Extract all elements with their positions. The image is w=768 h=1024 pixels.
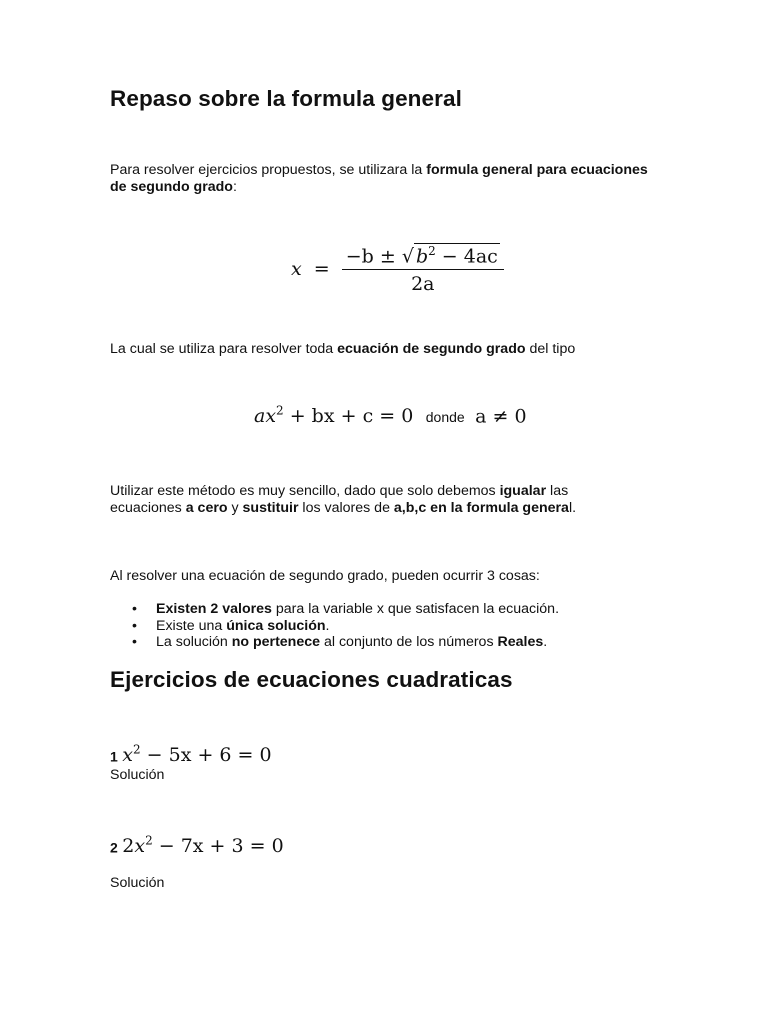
formula-fraction: [342, 243, 504, 295]
bullet-icon: •: [132, 634, 137, 650]
list-item: [110, 601, 670, 618]
equation-right: + bx + c = 0: [283, 405, 414, 428]
method-text-1: Utilizar este método es muy sencillo, dado que solo debemos: [110, 483, 500, 499]
method-text-4: los valores de: [298, 500, 394, 516]
exercise-1: [110, 743, 272, 766]
bullet-bold: Reales: [497, 634, 544, 650]
solution-link[interactable]: Solución: [110, 767, 165, 783]
bullet-text: .: [543, 634, 548, 650]
formula-sqrt: [402, 243, 500, 267]
equation-exponent: 2: [276, 404, 284, 418]
method-text-5: l.: [568, 500, 577, 516]
list-item: [110, 634, 670, 651]
sqrt-icon: √: [401, 245, 414, 268]
bullet-bold: única solución: [226, 617, 326, 634]
exercise-terms: − 7x + 3 = 0: [152, 835, 284, 858]
method-paragraph: [110, 483, 630, 517]
type-paragraph: [110, 341, 575, 358]
cases-list: [110, 601, 670, 651]
radicand-exponent: 2: [428, 244, 436, 258]
list-item: [110, 618, 670, 635]
method-text-3: y: [227, 500, 243, 516]
bullet-text: La solución: [156, 634, 232, 650]
exercise-variable: x: [134, 835, 146, 858]
type-tail: del tipo: [525, 341, 576, 357]
method-text-2: las ecuaciones: [110, 483, 569, 516]
exercise-number: 1: [110, 748, 118, 765]
bullet-icon: •: [132, 617, 137, 634]
formula-minus-b: −b ±: [345, 245, 396, 268]
quadratic-formula: [291, 243, 504, 295]
intro-colon: :: [232, 179, 237, 195]
formula-denominator: 2a: [411, 273, 435, 296]
page-title: Repaso sobre la formula general: [110, 86, 462, 111]
method-bold-1: igualar: [499, 483, 547, 499]
solution-link[interactable]: Solución: [110, 875, 165, 891]
exercise-variable: x: [122, 744, 133, 767]
bullet-text: .: [325, 617, 330, 634]
radicand-rest: − 4ac: [435, 245, 498, 268]
bullet-bold: Existen 2 valores: [156, 601, 272, 617]
intro-bold: formula general para ecuaciones de segundo grado: [110, 162, 648, 195]
type-bold: ecuación de segundo grado: [337, 341, 526, 357]
formula-radicand: [414, 243, 500, 267]
formula-numerator: [342, 243, 504, 270]
intro-text: Para resolver ejercicios propuestos, se utilizara la: [110, 162, 427, 178]
bullet-text: para la variable x que satisfacen la ecuación.: [271, 601, 560, 617]
general-equation: [254, 404, 527, 427]
bullet-icon: •: [132, 601, 137, 617]
donde-label: donde: [425, 409, 465, 426]
equation-left: ax: [254, 405, 277, 428]
section-title: Ejercicios de ecuaciones cuadraticas: [110, 667, 513, 692]
formula-lhs: x: [291, 258, 302, 281]
exercise-terms: − 5x + 6 = 0: [140, 744, 272, 767]
equation-condition: a ≠ 0: [475, 405, 527, 428]
formula-equals: =: [313, 258, 330, 281]
intro-paragraph: [110, 162, 650, 196]
exercise-coefficient: 2: [122, 835, 135, 858]
exercise-2: [110, 834, 284, 857]
bullet-text: al conjunto de los números: [320, 634, 498, 650]
method-bold-2: a cero: [185, 500, 228, 516]
bullet-text: Existe una: [156, 617, 227, 634]
exercise-exponent: 2: [145, 834, 153, 848]
cases-intro: Al resolver una ecuación de segundo grado, pueden ocurrir 3 cosas:: [110, 568, 540, 584]
exercise-number: 2: [110, 839, 118, 856]
method-bold-3: sustituir: [242, 500, 299, 516]
exercise-exponent: 2: [132, 743, 141, 757]
bullet-bold: no pertenece: [231, 634, 321, 650]
type-text: La cual se utiliza para resolver toda: [110, 341, 338, 357]
method-bold-4: a,b,c en la formula genera: [393, 500, 569, 516]
radicand-b: b: [415, 245, 429, 268]
